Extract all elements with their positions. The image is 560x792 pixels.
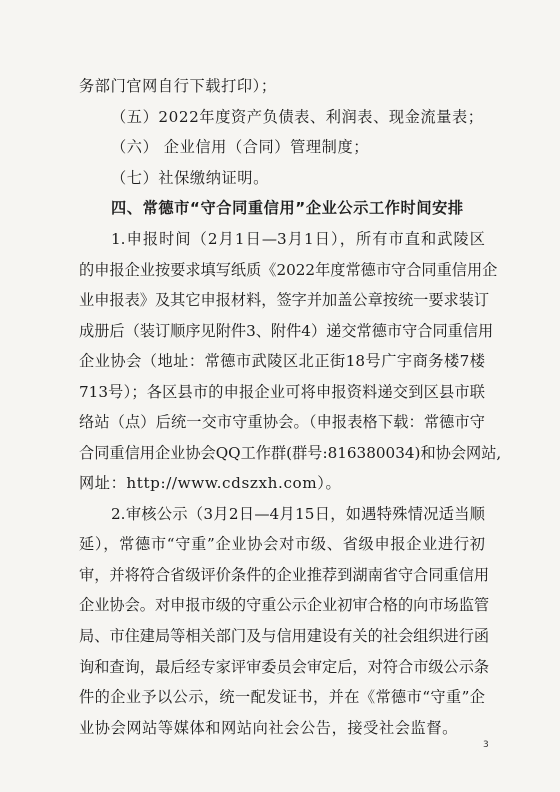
paragraph-line: 局、市住建局等相关部门及与信用建设有关的社会组织进行函 bbox=[79, 627, 490, 645]
paragraph-line: 审，并将符合省级评价条件的企业推荐到湖南省守合同重信用 bbox=[79, 566, 490, 584]
paragraph-line: 合同重信用企业协会QQ工作群(群号:816380034)和协会网站, bbox=[79, 444, 502, 462]
paragraph-line: 件的企业予以公示，统一配发证书，并在《常德市“守重”企 bbox=[79, 688, 485, 706]
paragraph-line: 1.申报时间（2月1日—3月1日），所有市直和武陵区 bbox=[111, 230, 485, 248]
page-number: 3 bbox=[483, 740, 489, 750]
paragraph-line: 络站（点）后统一交市守重协会。（申报表格下载：常德市守 bbox=[79, 413, 485, 431]
list-item-seven: （七）社保缴纳证明。 bbox=[111, 169, 269, 187]
paragraph-line: 的申报企业按要求填写纸质《2022年度常德市守合同重信用企 bbox=[79, 261, 498, 279]
list-item-five: （五）2022年度资产负债表、利润表、现金流量表； bbox=[111, 108, 484, 126]
paragraph-line: 713号）；各区县市的申报企业可将申报资料递交到区县市联 bbox=[79, 383, 485, 401]
paragraph-line: 延），常德市“守重”企业协会对市级、省级申报企业进行初 bbox=[79, 535, 485, 553]
paragraph-line: 企业协会（地址：常德市武陵区北正街18号广宇商务楼7楼 bbox=[79, 352, 485, 370]
section-heading: 四、常德市“守合同重信用”企业公示工作时间安排 bbox=[111, 199, 464, 217]
list-item-six: （六） 企业信用（合同）管理制度； bbox=[111, 138, 370, 156]
paragraph-line: 业申报表》及其它申报材料，签字并加盖公章按统一要求装订 bbox=[79, 291, 490, 309]
paragraph-line: 询和查询，最后经专家评审委员会审定后，对符合市级公示条 bbox=[79, 658, 490, 676]
paragraph-line: 业协会网站等媒体和网站向社会公告，接受社会监督。 bbox=[79, 719, 458, 737]
paragraph-line: 网址：http://www.cdszxh.com）。 bbox=[79, 474, 342, 492]
paragraph-line: 企业协会。对申报市级的守重公示企业初审合格的向市场监管 bbox=[79, 596, 490, 614]
paragraph-line: 成册后（装订顺序见附件3、附件4）递交常德市守合同重信用 bbox=[79, 322, 494, 340]
paragraph-line: 2.审核公示（3月2日—4月15日，如遇特殊情况适当顺 bbox=[111, 505, 485, 523]
text-line: 务部门官网自行下载打印）； bbox=[79, 77, 277, 95]
